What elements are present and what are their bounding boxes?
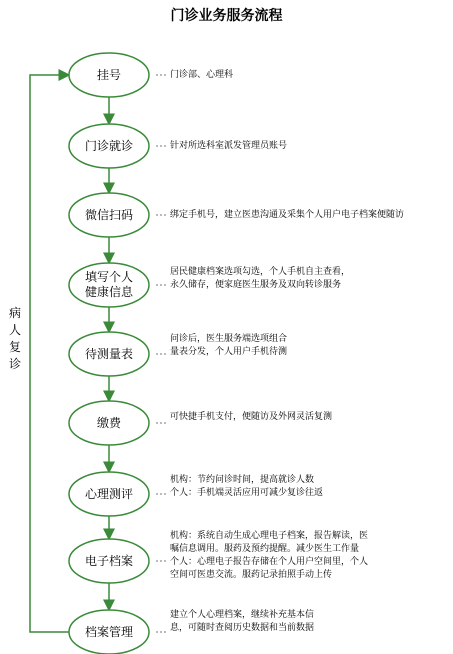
- step-label: 微信扫码: [84, 208, 134, 222]
- step-description-line: 门诊部、心理科: [170, 70, 234, 80]
- step-node: [69, 332, 149, 376]
- return-visit-label: [5, 305, 25, 373]
- step-description-line: 息，可随时查阅历史数据和当前数据: [170, 623, 315, 633]
- step-node: [69, 263, 149, 307]
- step-description: [170, 69, 450, 82]
- step-description-line: 嘱信息调用。服药及预约提醒。减少医生工作量: [170, 544, 360, 554]
- step-label: 档案管理: [84, 625, 134, 639]
- page-title: 门诊业务服务流程: [170, 8, 283, 24]
- step-description: [170, 333, 450, 359]
- step-description-line: 空间可医患交流。服药记录拍照手动上传: [170, 570, 333, 580]
- step-node: [69, 610, 149, 654]
- step-label: 电子档案: [84, 554, 134, 568]
- step-node: [69, 53, 149, 97]
- step-description: [170, 474, 450, 500]
- step-node: [69, 539, 149, 583]
- step-label: 缴费: [96, 416, 122, 430]
- step-description: [170, 209, 450, 222]
- side-label-char: 人: [8, 323, 21, 337]
- step-description: [170, 266, 450, 292]
- return-visit-arrow: [30, 75, 69, 632]
- step-description-line: 问诊后，医生服务端选项组合: [170, 334, 288, 344]
- step-label: 待测量表: [84, 347, 134, 361]
- step-node: [69, 472, 149, 516]
- step-description-line: 个人：手机端灵活应用可减少复诊往返: [170, 488, 324, 498]
- side-label-char: 病: [8, 306, 21, 320]
- step-description-line: 机构：节约问诊时间，提高就诊人数: [170, 475, 315, 485]
- step-description-line: 建立个人心理档案，继续补充基本信: [170, 610, 315, 620]
- step-description-line: 个人：心理电子报告存储在个人用户空间里，个人: [170, 557, 369, 567]
- step-description-line: 绑定手机号，建立医患沟通及采集个人用户电子档案便随访: [170, 210, 405, 220]
- step-description-line: 针对所选科室派发管理员账号: [170, 141, 288, 151]
- step-description-line: 机构：系统自动生成心理电子档案，报告解读，医: [170, 531, 369, 541]
- step-description: [170, 411, 450, 424]
- step-description-line: 居民健康档案选项勾选，个人手机自主查看，: [170, 267, 351, 277]
- step-label: 健康信息: [84, 285, 134, 299]
- step-description-line: 量表分发，个人用户手机待测: [170, 347, 288, 357]
- step-description-line: 永久储存，便家庭医生服务及双向转诊服务: [170, 280, 342, 290]
- side-label-char: 诊: [8, 357, 21, 371]
- step-description-line: 可快捷手机支付，便随访及外网灵活复测: [170, 412, 333, 422]
- step-node: [69, 401, 149, 445]
- step-description: [170, 609, 450, 635]
- step-label: 门诊就诊: [84, 139, 134, 153]
- side-label-char: 复: [8, 340, 21, 354]
- step-node: [69, 124, 149, 168]
- step-label: 挂号: [96, 68, 122, 82]
- step-description: [170, 530, 450, 582]
- step-description: [170, 140, 450, 153]
- step-label: 心理测评: [84, 487, 134, 501]
- step-node: [69, 193, 149, 237]
- step-label: 填写个人: [84, 270, 134, 284]
